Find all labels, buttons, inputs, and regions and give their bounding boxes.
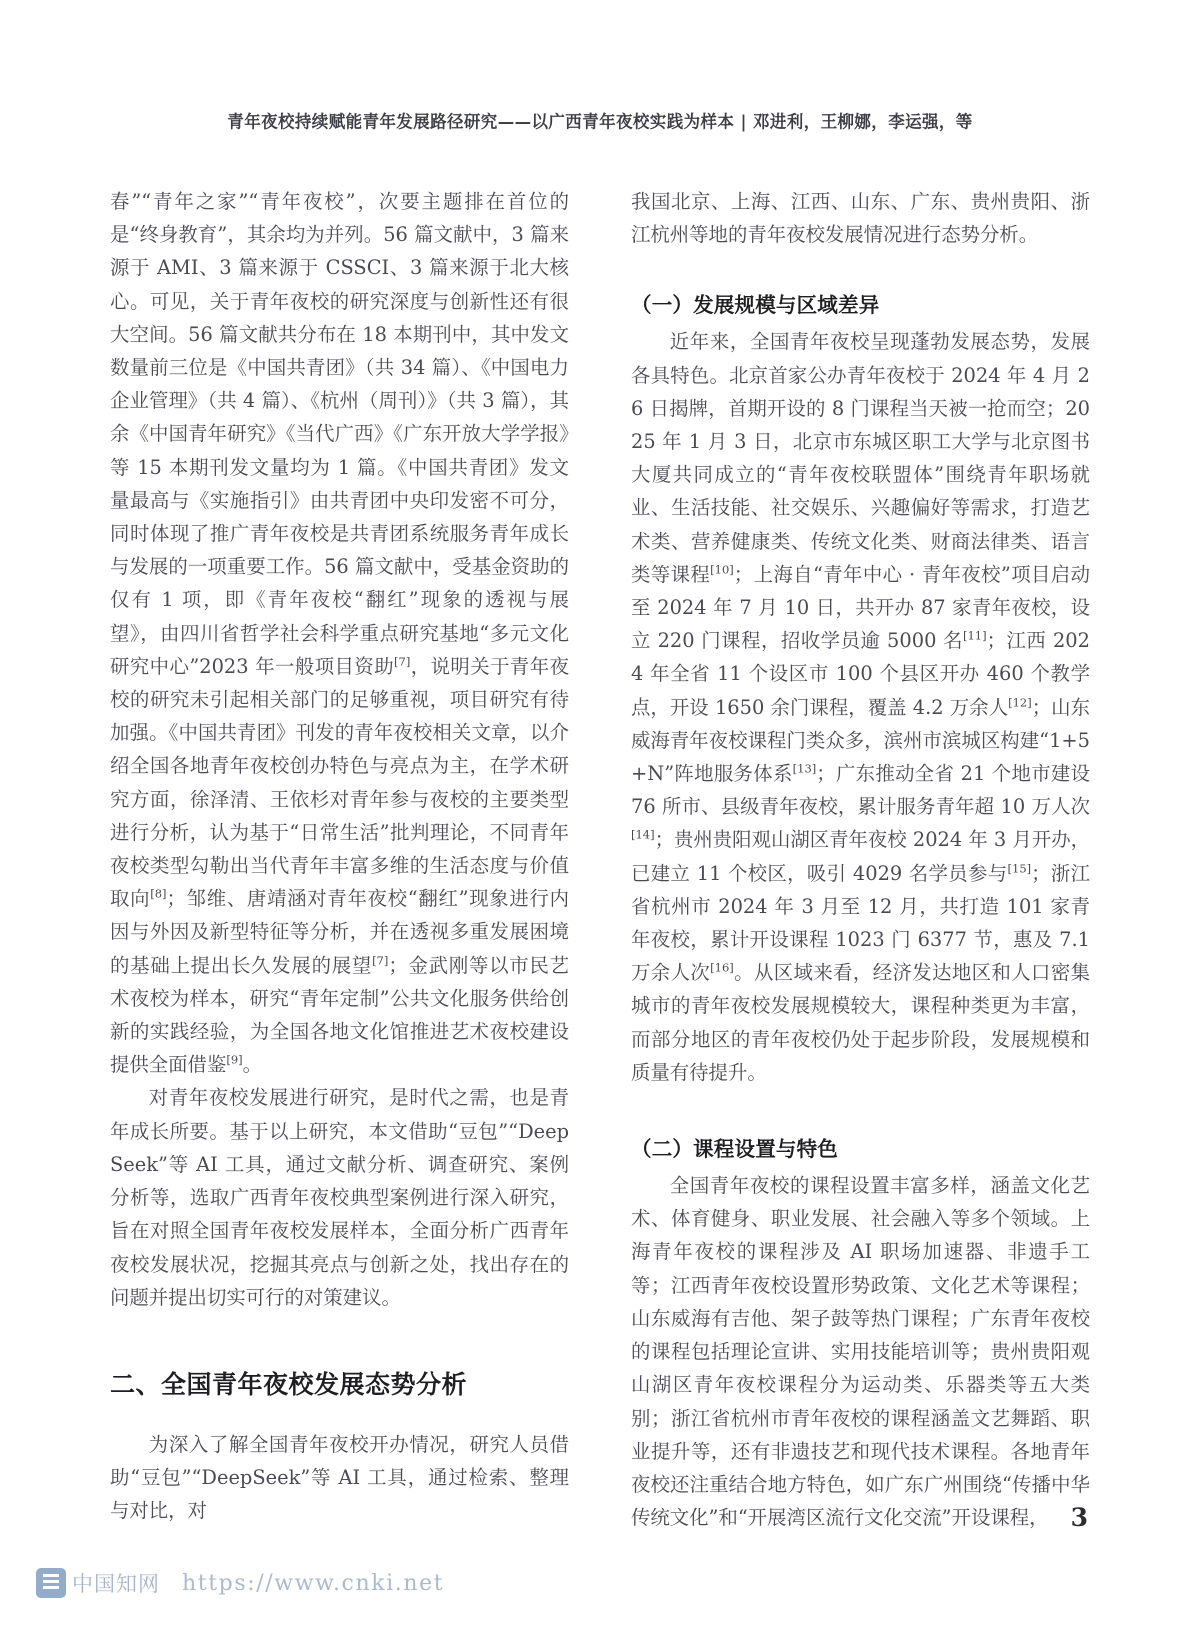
section-title-national-trends: 二、全国青年夜校发展态势分析 [110, 1369, 468, 1399]
right-column [631, 185, 1091, 1530]
subsection-heading-wrap-1 [631, 251, 1090, 325]
reference-marker-16: [16] [710, 960, 734, 975]
body-columns [110, 185, 1091, 1530]
cnki-url: https://www.cnki.net [182, 1570, 445, 1596]
paragraph-text-cont3: ；金武刚等以市民艺术夜校为样本，研究“青年定制”公共文化服务供给创新的实践经验，为全国各地文化馆推进艺术夜校建设提供全面借鉴 [110, 953, 570, 1077]
para-seg-f: ；贵州贵阳观山湖区青年夜校 2024 年 3 月开办，已建立 11 个校区，吸引 4029 名学员参与 [631, 828, 1090, 885]
para-seg-e: ；广东推动全省 21 个地市建设 76 所市、县级青年夜校，累计服务青年超 10 万人次 [631, 762, 1090, 819]
paragraph-region-list: 我国北京、上海、江西、山东、广东、贵州贵阳、浙江杭州等地的青年夜校发展情况进行态势分析。 [631, 190, 1090, 247]
para-seg-a: 近年来，全国青年夜校呈现蓬勃发展态势，发展各具特色。北京首家公办青年夜校于 2024 年 4 月 26 日揭牌，首期开设的 8 门课程当天被一抢而空；2025 年 1 月 3 日，北京市东城区职工大学与北京图书大厦共同成立的“青年夜校联盟体”围绕青年职场就业、生活技能、社交娱乐、兴趣偏好等需求，打造艺术类、营养健康类、传统文化类、财商法律类、语言类等课程 [631, 330, 1090, 586]
reference-marker-10: [10] [710, 562, 734, 577]
para-seg-b: ；上海自“青年中心 · 青年夜校”项目启动至 2024 年 7 月 10 日，共开办 87 家青年夜校，设立 220 门课程，招收学员逾 5000 名 [631, 562, 1090, 653]
page-number: 3 [1070, 1503, 1088, 1532]
paragraph-section-intro: 为深入了解全国青年夜校开办情况，研究人员借助“豆包”“DeepSeek”等 AI 工具，通过检索、整理与对比，对 [110, 1432, 569, 1523]
para-seg-d: ；山东威海青年夜校课程门类众多，滨州市滨城区构建“1+5+N”阵地服务体系 [631, 695, 1090, 786]
paragraph-text-cont2: ；邹维、唐靖涵对青年夜校“翻红”现象进行内因与外因及新型特征等分析，并在透视多重发展困境的基础上提出长久发展的展望 [110, 887, 570, 977]
reference-marker-8: [8] [150, 886, 167, 901]
subsection-title-scale-and-regional-difference: （一）发展规模与区域差异 [631, 293, 880, 318]
subsection-heading-wrap-2 [631, 1089, 1090, 1169]
cnki-badge-icon [36, 1568, 66, 1598]
running-head-text: 青年夜校持续赋能青年发展路径研究——以广西青年夜校实践为样本 | 邓进利，王柳娜，李运强，等 [227, 111, 973, 132]
reference-marker-13: [13] [792, 761, 817, 776]
section-heading-wrap [110, 1314, 569, 1428]
para-seg-h: 。从区域来看，经济发达地区和人口密集城市的青年夜校发展规模较大，课程种类更为丰富，而部分地区的青年夜校仍处于起步阶段，发展规模和质量有待提升。 [631, 961, 1091, 1084]
reference-marker-11: [11] [962, 628, 987, 643]
reference-marker-12: [12] [1008, 695, 1032, 710]
running-head [110, 100, 1090, 140]
reference-marker-14: [14] [631, 827, 655, 842]
paragraph-text: 春”“青年之家”“青年夜校”，次要主题排在首位的是“终身教育”，其余均为并列。56 篇文献中，3 篇来源于 AMI、3 篇来源于 CSSCI、3 篇来源于北大核心。可见，关于青年夜校的研究深度与创新性还有很大空间。56 篇文献共分布在 18 本期刊中，其中发文数量前三位是《中国共青团》（共 34 篇）、《中国电力企业管理》（共 4 篇）、《杭州（周刊）》（共 3 篇），其余《中国青年研究》《当代广西》《广东开放大学学报》等 15 本期刊发文量均为 1 篇。《中国共青团》发文量最高与《实施指引》由共青团中央印发密不可分，同时体现了推广青年夜校是共青团系统服务青年成长与发展的一项重要工作。56 篇文献中，受基金资助的仅有 1 项，即《青年夜校“翻红”现象的透视与展望》，由四川省哲学社会科学重点研究基地“多元文化研究中心”2023 年一般项目资助 [110, 190, 569, 678]
cnki-name: 中国知网 [72, 1572, 160, 1596]
reference-marker-7a: [7] [394, 654, 411, 669]
left-column [110, 185, 570, 1523]
reference-marker-9: [9] [226, 1052, 243, 1067]
paragraph-text-cont: ，说明关于青年夜校的研究未引起相关部门的足够重视，项目研究有待加强。《中国共青团》刊发的青年夜校相关文章，以介绍全国各地青年夜校创办特色与亮点为主，在学术研究方面，徐泽清、王依杉对青年参与夜校的主要类型进行分析，认为基于“日常生活”批判理论，不同青年夜校类型勾勒出当代青年丰富多维的生活态度与价值取向 [110, 654, 569, 911]
reference-marker-15: [15] [1007, 861, 1032, 876]
paragraph-curriculum: 全国青年夜校的课程设置丰富多样，涵盖文化艺术、体育健身、职业发展、社会融入等多个领域。上海青年夜校的课程涉及 AI 职场加速器、非遗手工等；江西青年夜校设置形势政策、文化艺术等课程；山东威海有吉他、架子鼓等热门课程；广东青年夜校的课程包括理论宣讲、实用技能培训等；贵州贵阳观山湖区青年夜校课程分为运动类、乐器类等五大类别；浙江省杭州市青年夜校的课程涵盖文艺舞蹈、职业提升等，还有非遗技艺和现代技术课程。各地青年夜校还注重结合地方特色，如广东广州围绕“传播中华传统文化”和“开展湾区流行文化交流”开设课程， [631, 1174, 1090, 1530]
cnki-logo [36, 1568, 160, 1598]
cnki-watermark [36, 1568, 444, 1598]
paragraph-development-scale [631, 325, 1090, 1089]
subsection-title-curriculum-and-features: （二）课程设置与特色 [631, 1137, 838, 1162]
para-seg-g: ；浙江省杭州市 2024 年 3 月至 12 月，共打造 101 家青年夜校，累计开设课程 1023 门 6377 节，惠及 7.1 万余人次 [631, 861, 1091, 985]
para-seg-c: ；江西 2024 年全省 11 个设区市 100 个县区开办 460 个教学点，开设 1650 余门课程，覆盖 4.2 万余人 [631, 629, 1090, 719]
reference-marker-7b: [7] [372, 953, 389, 968]
paragraph-literature-review: 春”“青年之家”“青年夜校”，次要主题排在首位的是“终身教育”，其余均为并列。56 篇文献中，3 篇来源于 AMI、3 篇来源于 CSSCI、3 篇来源于北大核心。可见，关于青年夜校的研究深度与创新性还有很大空间。56 篇文献共分布在 18 本期刊中，其中发文数量前三位是《中国共青团》（共 34 篇）、《中国电力企业管理》（共 4 篇）、《杭州（周刊）》（共 3 篇），其余《中国青年研究》《当代广西》《广东开放大学学报》等 15 本期刊发文量均为 1 篇。《中国共青团》发文量最高与《实施指引》由共青团中央印发密不可分，同时体现了推广青年夜校是共青团系统服务青年成长与发展的一项重要工作。56 篇文献中，受基金资助的仅有 1 项，即《青年夜校“翻红”现象的透视与展望》，由四川省哲学社会科学重点研究基地“多元文化研究中心”2023 年一般项目资助[7]，说明关于青年夜校的研究未引起相关部门的足够重视，项目研究有待加强。《中国共青团》刊发的青年夜校相关文章，以介绍全国各地青年夜校创办特色与亮点为主，在学术研究方面，徐泽清、王依杉对青年参与夜校的主要类型进行分析，认为基于“日常生活”批判理论，不同青年夜校类型勾勒出当代青年丰富多维的生活态度与价值取向[8]；邹维、唐靖涵对青年夜校“翻红”现象进行内因与外因及新型特征等分析，并在透视多重发展困境的基础上提出长久发展的展望[7]；金武刚等以市民艺术夜校为样本，研究“青年定制”公共文化服务供给创新的实践经验，为全国各地文化馆推进艺术夜校建设提供全面借鉴[9]。 [110, 190, 570, 1077]
paragraph-research-purpose: 对青年夜校发展进行研究，是时代之需，也是青年成长所要。基于以上研究，本文借助“豆包”“DeepSeek”等 AI 工具，通过文献分析、调查研究、案例分析等，选取广西青年夜校典型案例进行深入研究，旨在对照全国青年夜校发展样本，全面分析广西青年夜校发展状况，挖掘其亮点与创新之处，找出存在的问题并提出切实可行的对策建议。 [110, 1086, 569, 1309]
